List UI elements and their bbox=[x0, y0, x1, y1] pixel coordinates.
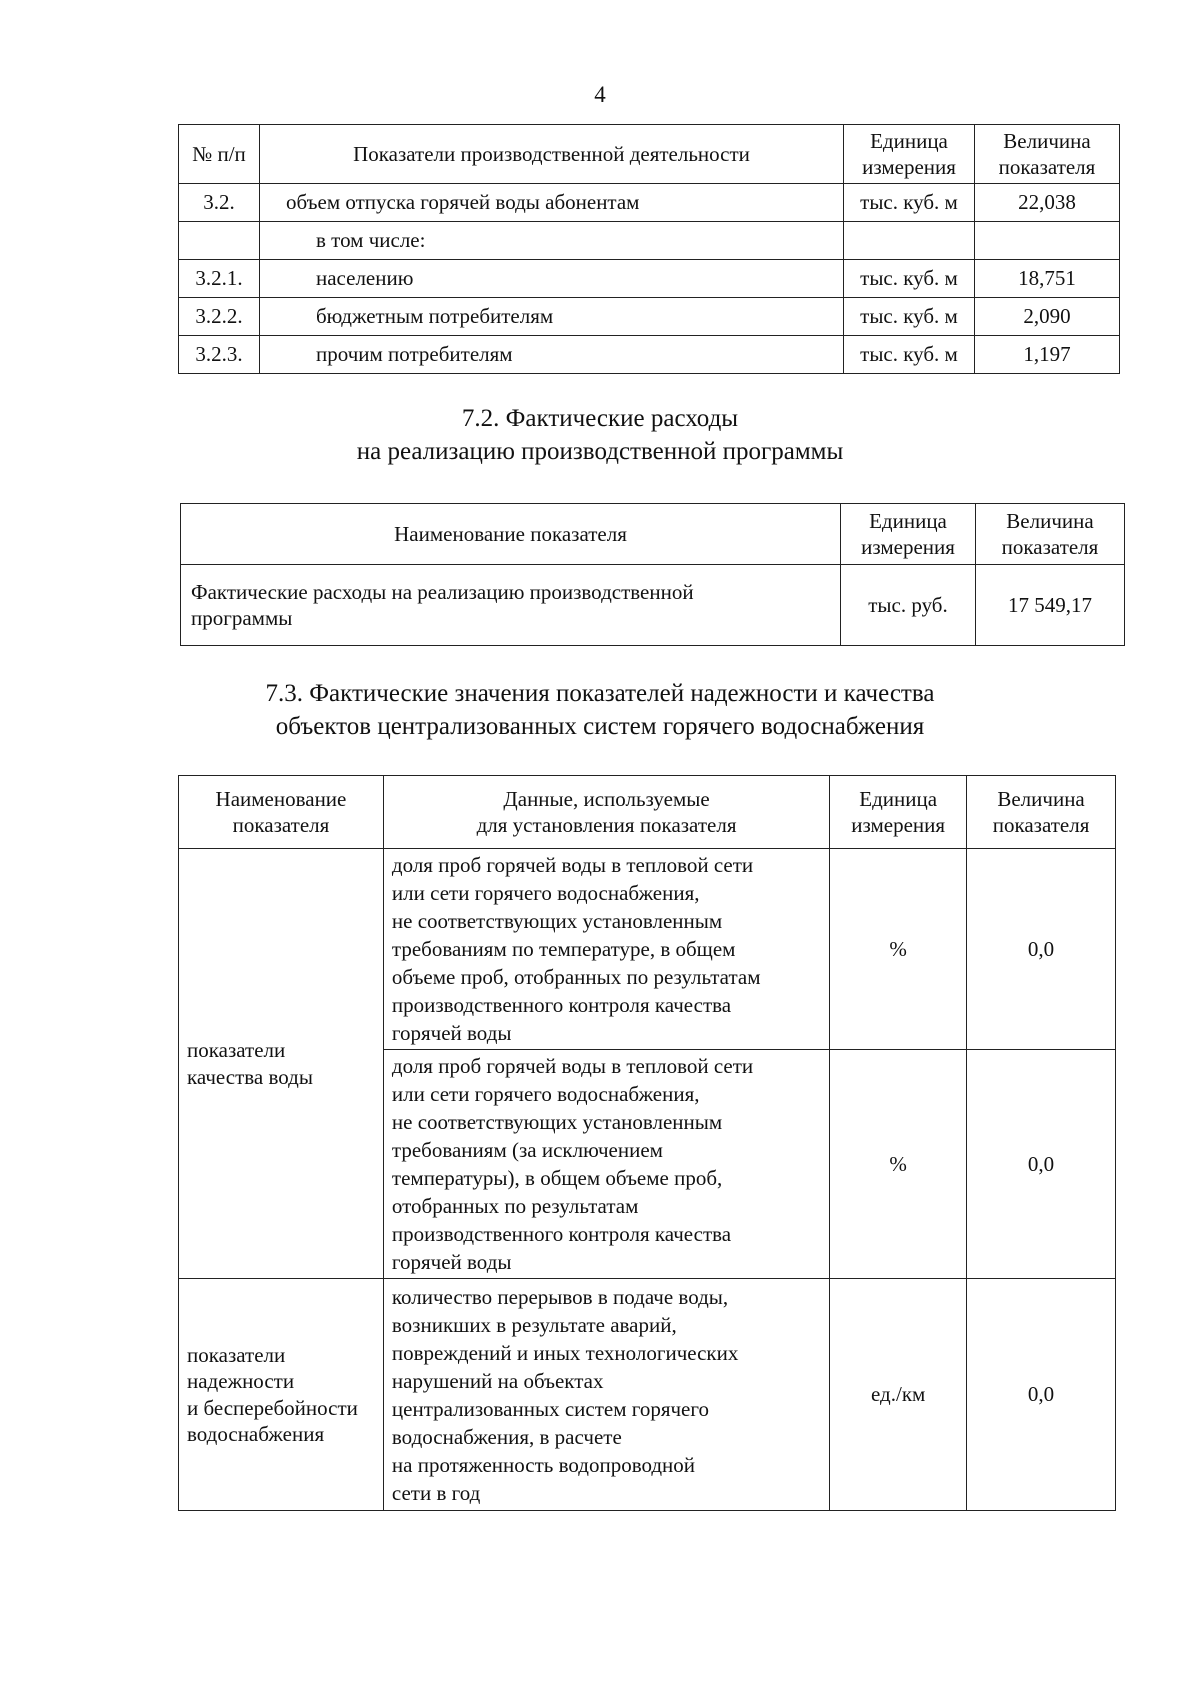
row-value: 1,197 bbox=[975, 336, 1120, 374]
quality-indicators-label: показатели качества воды bbox=[179, 849, 384, 1279]
section-7-2-heading bbox=[0, 402, 1200, 468]
table-row bbox=[179, 1279, 1116, 1511]
table-header-row bbox=[179, 776, 1116, 849]
section-7-2-subtitle: на реализацию производственной программы bbox=[356, 438, 844, 465]
row-value: 0,0 bbox=[967, 1050, 1116, 1279]
header-unit: Единица измерения bbox=[830, 776, 967, 849]
header-data: Данные, используемые для установления показателя bbox=[383, 776, 829, 849]
row-num: 3.2.3. bbox=[179, 336, 260, 374]
table-row bbox=[179, 222, 1120, 260]
row-name: бюджетным потребителям bbox=[260, 298, 844, 336]
header-unit: Единица измерения bbox=[841, 504, 976, 565]
row-data: доля проб горячей воды в тепловой сети или сети горячего водоснабжения, не соответствующих установленным требованиям по температуре, в общем объеме проб, отобранных по результатам производственного контроля качества горячей воды bbox=[383, 849, 829, 1050]
row-unit bbox=[844, 222, 975, 260]
section-7-2-title: 7.2. Фактические расходы bbox=[461, 405, 739, 432]
row-value: 22,038 bbox=[975, 184, 1120, 222]
table-row bbox=[179, 184, 1120, 222]
table-header-row bbox=[181, 504, 1125, 565]
actual-expenses-table bbox=[180, 503, 1125, 646]
table-row bbox=[179, 336, 1120, 374]
expenses-name: Фактические расходы на реализацию производственной программы bbox=[181, 565, 841, 646]
table-row bbox=[181, 565, 1125, 646]
expenses-value: 17 549,17 bbox=[976, 565, 1125, 646]
header-value: Величина показателя bbox=[975, 125, 1120, 184]
section-7-3-title: 7.3. Фактические значения показателей надежности и качества bbox=[265, 680, 935, 707]
section-7-3-heading bbox=[0, 677, 1200, 743]
row-value: 0,0 bbox=[967, 1279, 1116, 1511]
row-name: населению bbox=[260, 260, 844, 298]
reliability-quality-table bbox=[178, 775, 1116, 1511]
row-unit: ед./км bbox=[830, 1279, 967, 1511]
row-unit: тыс. куб. м bbox=[844, 260, 975, 298]
production-activity-table bbox=[178, 124, 1120, 374]
row-value bbox=[975, 222, 1120, 260]
page-number: 4 bbox=[594, 82, 606, 107]
table-row bbox=[179, 849, 1116, 1050]
header-indicator-name: Наименование показателя bbox=[181, 504, 841, 565]
section-7-3-subtitle: объектов централизованных систем горячего водоснабжения bbox=[275, 713, 925, 740]
row-num: 3.2.2. bbox=[179, 298, 260, 336]
row-num: 3.2. bbox=[179, 184, 260, 222]
row-value: 0,0 bbox=[967, 849, 1116, 1050]
header-value: Величина показателя bbox=[967, 776, 1116, 849]
header-indicators: Показатели производственной деятельности bbox=[260, 125, 844, 184]
row-name: прочим потребителям bbox=[260, 336, 844, 374]
row-data: доля проб горячей воды в тепловой сети или сети горячего водоснабжения, не соответствующих установленным требованиям (за исключением температуры), в общем объеме проб, отобранных по результатам производственного контроля качества горячей воды bbox=[383, 1050, 829, 1279]
row-unit: тыс. куб. м bbox=[844, 184, 975, 222]
header-value: Величина показателя bbox=[976, 504, 1125, 565]
table-row bbox=[179, 260, 1120, 298]
row-unit: % bbox=[830, 849, 967, 1050]
row-name: объем отпуска горячей воды абонентам bbox=[260, 184, 844, 222]
table-header-row bbox=[179, 125, 1120, 184]
row-data: количество перерывов в подаче воды, возникших в результате аварий, повреждений и иных технологических нарушений на объектах централизованных систем горячего водоснабжения, в расчете на протяженность водопроводной сети в год bbox=[383, 1279, 829, 1511]
reliability-indicators-label: показатели надежности и бесперебойности водоснабжения bbox=[179, 1279, 384, 1511]
row-unit: тыс. куб. м bbox=[844, 336, 975, 374]
expenses-unit: тыс. руб. bbox=[841, 565, 976, 646]
header-indicator-name: Наименование показателя bbox=[179, 776, 384, 849]
row-value: 18,751 bbox=[975, 260, 1120, 298]
row-value: 2,090 bbox=[975, 298, 1120, 336]
header-num: № п/п bbox=[179, 125, 260, 184]
row-unit: % bbox=[830, 1050, 967, 1279]
row-unit: тыс. куб. м bbox=[844, 298, 975, 336]
header-unit: Единица измерения bbox=[844, 125, 975, 184]
row-num: 3.2.1. bbox=[179, 260, 260, 298]
table-row bbox=[179, 298, 1120, 336]
row-name: в том числе: bbox=[260, 222, 844, 260]
row-num bbox=[179, 222, 260, 260]
